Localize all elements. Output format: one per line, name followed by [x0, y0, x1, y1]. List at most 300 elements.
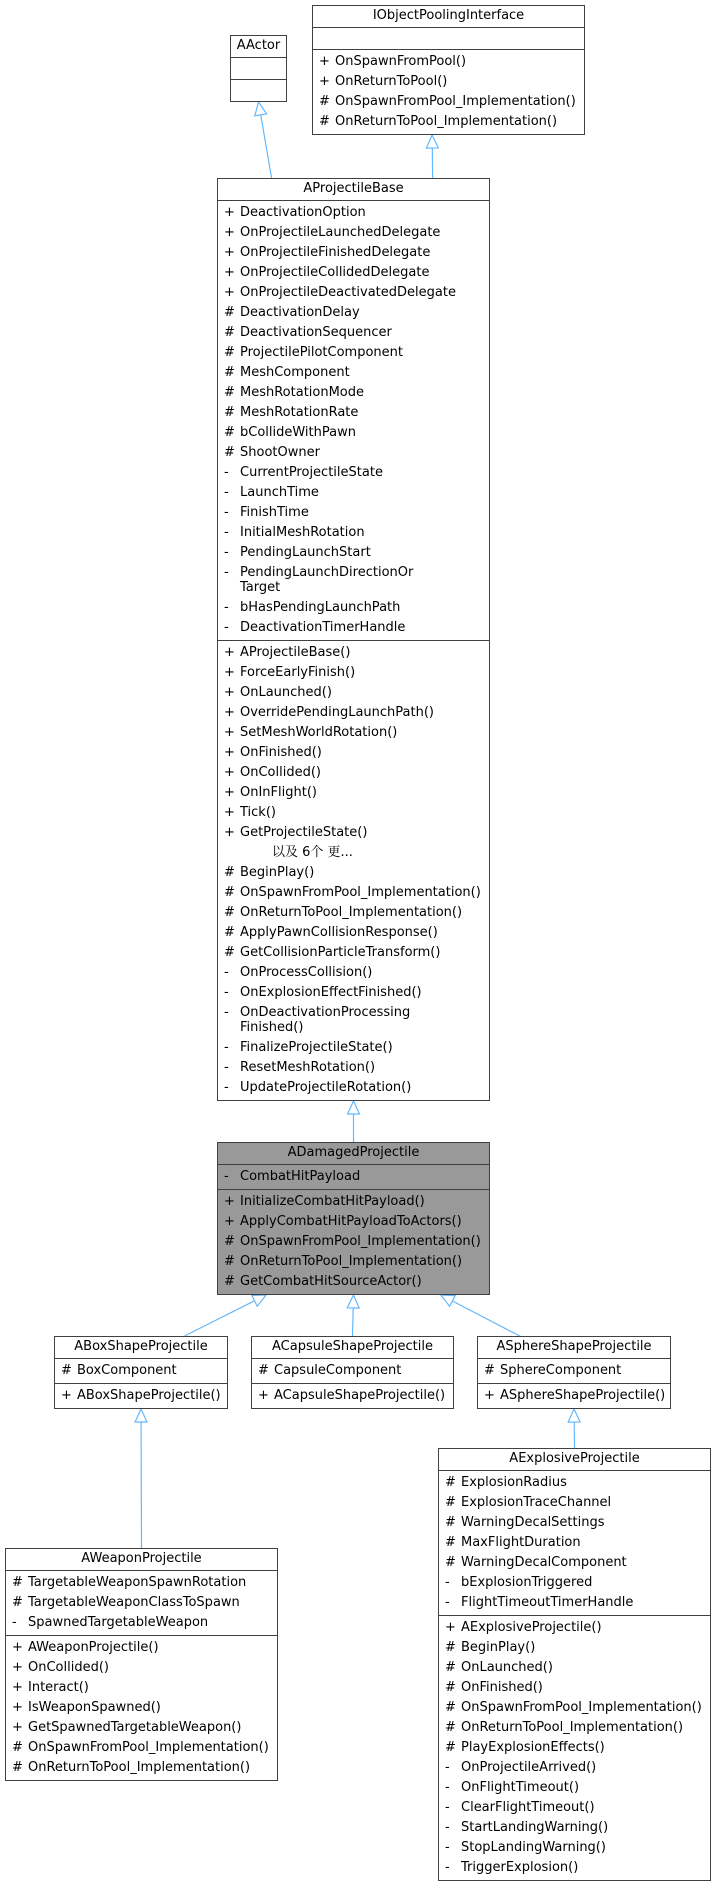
method-name: Interact() — [28, 1680, 89, 1695]
visibility-marker: - — [224, 1038, 236, 1058]
inheritance-edge-aweapon-to-abox — [135, 1409, 147, 1548]
attribute-name: LaunchTime — [240, 485, 319, 500]
attribute-row — [6, 1573, 277, 1593]
visibility-marker: - — [224, 523, 236, 543]
attributes-section — [218, 200, 489, 640]
method-name: ABoxShapeProjectile() — [77, 1388, 221, 1403]
attribute-name: MeshRotationRate — [240, 405, 358, 420]
method-name: OnCollided() — [240, 765, 321, 780]
method-name: IsWeaponSpawned() — [28, 1700, 161, 1715]
method-name: OnFinished() — [240, 745, 322, 760]
methods-section — [6, 1635, 277, 1780]
methods-section — [313, 49, 584, 134]
method-row — [439, 1718, 710, 1738]
edge-line — [353, 1308, 354, 1336]
method-name: ResetMeshRotation() — [240, 1060, 375, 1075]
visibility-marker: # — [224, 1272, 236, 1292]
method-row — [218, 1252, 489, 1272]
method-name: OnSpawnFromPool_Implementation() — [461, 1700, 702, 1715]
attribute-row — [6, 1613, 277, 1633]
attribute-row — [218, 443, 489, 463]
inheritance-edge-abox-to-adamaged — [185, 1295, 267, 1336]
method-row — [218, 843, 489, 863]
visibility-marker: # — [224, 943, 236, 963]
attribute-name: DeactivationOption — [240, 205, 366, 220]
attribute-name: DeactivationDelay — [240, 305, 360, 320]
inheritance-arrowhead — [347, 1295, 359, 1308]
inheritance-arrowhead — [252, 1295, 266, 1306]
visibility-marker: - — [445, 1778, 457, 1798]
attributes-section — [231, 57, 286, 79]
attribute-name: TargetableWeaponClassToSpawn — [28, 1595, 240, 1610]
method-row — [439, 1858, 710, 1878]
attribute-name: OnProjectileLaunchedDelegate — [240, 225, 440, 240]
method-row — [6, 1678, 277, 1698]
visibility-marker: + — [12, 1698, 24, 1718]
visibility-marker: + — [224, 783, 236, 803]
inheritance-arrowhead — [135, 1409, 147, 1422]
method-name: OnFinished() — [461, 1680, 543, 1695]
class-acapsuleshapeprojectile — [251, 1336, 454, 1409]
visibility-marker: - — [224, 543, 236, 563]
attribute-name: ExplosionTraceChannel — [461, 1495, 611, 1510]
method-name: GetCombatHitSourceActor() — [240, 1274, 422, 1289]
method-name: ApplyCombatHitPayloadToActors() — [240, 1214, 462, 1229]
method-row — [6, 1758, 277, 1778]
visibility-marker: + — [12, 1718, 24, 1738]
method-row — [478, 1386, 670, 1406]
method-name: OnDeactivationProcessing Finished() — [240, 1005, 410, 1035]
attribute-name: ExplosionRadius — [461, 1475, 567, 1490]
class-adamagedprojectile — [217, 1142, 490, 1295]
visibility-marker: - — [12, 1613, 24, 1633]
method-name: BeginPlay() — [461, 1640, 535, 1655]
visibility-marker: # — [224, 863, 236, 883]
methods-section — [252, 1383, 453, 1408]
attribute-row — [218, 503, 489, 523]
visibility-marker: - — [224, 503, 236, 523]
method-row — [218, 643, 489, 663]
attributes-section — [439, 1470, 710, 1615]
visibility-marker: + — [61, 1386, 73, 1406]
class-name: IObjectPoolingInterface — [313, 6, 584, 27]
method-row — [6, 1698, 277, 1718]
inheritance-edge-adamaged-to-aprojectilebase — [348, 1101, 360, 1142]
method-name: OnSpawnFromPool_Implementation() — [28, 1740, 269, 1755]
method-name: ForceEarlyFinish() — [240, 665, 355, 680]
method-row — [439, 1618, 710, 1638]
method-row — [439, 1758, 710, 1778]
visibility-marker: # — [319, 112, 331, 132]
method-row — [439, 1698, 710, 1718]
method-row — [6, 1718, 277, 1738]
attribute-name: InitialMeshRotation — [240, 525, 365, 540]
class-name: ABoxShapeProjectile — [55, 1337, 227, 1358]
method-row — [439, 1798, 710, 1818]
attribute-name: CurrentProjectileState — [240, 465, 383, 480]
attribute-row — [439, 1473, 710, 1493]
method-name: StopLandingWarning() — [461, 1840, 606, 1855]
attribute-name: MeshRotationMode — [240, 385, 364, 400]
attribute-row — [6, 1593, 277, 1613]
method-row — [313, 92, 584, 112]
visibility-marker: # — [61, 1361, 73, 1381]
attribute-name: PendingLaunchStart — [240, 545, 371, 560]
visibility-marker: + — [224, 1212, 236, 1232]
method-row — [439, 1678, 710, 1698]
attribute-name: bHasPendingLaunchPath — [240, 600, 400, 615]
attributes-section — [252, 1358, 453, 1383]
method-name: ASphereShapeProjectile() — [500, 1388, 665, 1403]
visibility-marker: + — [12, 1658, 24, 1678]
class-aweaponprojectile — [5, 1548, 278, 1781]
visibility-marker: # — [224, 1252, 236, 1272]
method-row — [218, 763, 489, 783]
visibility-marker: - — [224, 983, 236, 1003]
visibility-marker: + — [224, 743, 236, 763]
attribute-row — [218, 483, 489, 503]
attribute-row — [439, 1533, 710, 1553]
visibility-marker: + — [258, 1386, 270, 1406]
method-row — [439, 1738, 710, 1758]
methods-section — [439, 1615, 710, 1880]
attribute-name: SphereComponent — [500, 1363, 621, 1378]
methods-section — [478, 1383, 670, 1408]
attribute-row — [218, 598, 489, 618]
method-name: AWeaponProjectile() — [28, 1640, 159, 1655]
method-name: Tick() — [240, 805, 276, 820]
inheritance-arrowhead — [348, 1101, 360, 1114]
visibility-marker: - — [224, 1167, 236, 1187]
visibility-marker: - — [445, 1838, 457, 1858]
visibility-marker: # — [224, 303, 236, 323]
inheritance-arrowhead — [568, 1409, 580, 1422]
attribute-name: TargetableWeaponSpawnRotation — [28, 1575, 246, 1590]
visibility-marker: - — [445, 1798, 457, 1818]
method-name: OnSpawnFromPool_Implementation() — [335, 94, 576, 109]
class-name: AProjectileBase — [218, 179, 489, 200]
attribute-name: FlightTimeoutTimerHandle — [461, 1595, 633, 1610]
method-row — [6, 1638, 277, 1658]
visibility-marker: # — [224, 923, 236, 943]
attributes-section — [313, 27, 584, 49]
method-name: OnExplosionEffectFinished() — [240, 985, 422, 1000]
attribute-name: DeactivationSequencer — [240, 325, 392, 340]
method-name: OnReturnToPool_Implementation() — [461, 1720, 683, 1735]
method-row — [439, 1658, 710, 1678]
method-row — [218, 923, 489, 943]
methods-section — [218, 640, 489, 1100]
method-row — [439, 1838, 710, 1858]
method-name: PlayExplosionEffects() — [461, 1740, 605, 1755]
visibility-marker: + — [224, 643, 236, 663]
attribute-row — [218, 283, 489, 303]
visibility-marker: + — [445, 1618, 457, 1638]
attribute-row — [218, 463, 489, 483]
attribute-row — [439, 1593, 710, 1613]
visibility-marker: # — [445, 1658, 457, 1678]
attribute-name: OnProjectileCollidedDelegate — [240, 265, 429, 280]
attribute-row — [218, 363, 489, 383]
attribute-name: WarningDecalSettings — [461, 1515, 605, 1530]
method-name: GetCollisionParticleTransform() — [240, 945, 440, 960]
method-row — [218, 1192, 489, 1212]
visibility-marker: - — [224, 463, 236, 483]
method-row — [218, 803, 489, 823]
method-name: ClearFlightTimeout() — [461, 1800, 595, 1815]
attribute-row — [439, 1493, 710, 1513]
method-name: AExplosiveProjectile() — [461, 1620, 602, 1635]
class-name: ASphereShapeProjectile — [478, 1337, 670, 1358]
visibility-marker: # — [445, 1513, 457, 1533]
attribute-name: ShootOwner — [240, 445, 320, 460]
method-name: FinalizeProjectileState() — [240, 1040, 393, 1055]
method-name: InitializeCombatHitPayload() — [240, 1194, 425, 1209]
method-row — [6, 1658, 277, 1678]
visibility-marker: + — [319, 72, 331, 92]
method-row — [218, 963, 489, 983]
visibility-marker: # — [224, 403, 236, 423]
visibility-marker: # — [224, 1232, 236, 1252]
class-aactor — [230, 35, 287, 102]
inheritance-edge-aprojectilebase-to-ioobjectpooling — [426, 135, 438, 178]
attribute-row — [218, 618, 489, 638]
attribute-name: OnProjectileFinishedDelegate — [240, 245, 430, 260]
attribute-name: MaxFlightDuration — [461, 1535, 581, 1550]
attribute-name: SpawnedTargetableWeapon — [28, 1615, 208, 1630]
method-row — [439, 1818, 710, 1838]
method-name: OnReturnToPool() — [335, 74, 447, 89]
edge-line — [185, 1301, 255, 1336]
method-name: OnProjectileArrived() — [461, 1760, 596, 1775]
attribute-row — [218, 303, 489, 323]
visibility-marker: # — [445, 1638, 457, 1658]
visibility-marker: + — [224, 223, 236, 243]
edge-line — [261, 115, 272, 178]
visibility-marker: # — [224, 383, 236, 403]
method-row — [218, 663, 489, 683]
method-name: BeginPlay() — [240, 865, 314, 880]
visibility-marker: - — [224, 565, 236, 580]
visibility-marker: # — [12, 1573, 24, 1593]
visibility-marker: # — [445, 1678, 457, 1698]
inheritance-edge-aexplosive-to-asphere — [568, 1409, 580, 1448]
method-row — [313, 52, 584, 72]
method-row — [252, 1386, 453, 1406]
method-name: OnReturnToPool_Implementation() — [240, 1254, 462, 1269]
visibility-marker: # — [12, 1593, 24, 1613]
visibility-marker: # — [224, 323, 236, 343]
method-name: OnFlightTimeout() — [461, 1780, 579, 1795]
visibility-marker: + — [224, 263, 236, 283]
visibility-marker: + — [224, 243, 236, 263]
attribute-row — [218, 203, 489, 223]
visibility-marker: # — [258, 1361, 270, 1381]
method-name: OnSpawnFromPool_Implementation() — [240, 885, 481, 900]
attribute-name: FinishTime — [240, 505, 309, 520]
visibility-marker: # — [224, 903, 236, 923]
visibility-marker: + — [224, 823, 236, 843]
attribute-name: CombatHitPayload — [240, 1169, 360, 1184]
attribute-row — [218, 563, 489, 598]
attribute-name: BoxComponent — [77, 1363, 177, 1378]
visibility-marker: + — [319, 52, 331, 72]
visibility-marker: # — [445, 1493, 457, 1513]
method-row — [218, 783, 489, 803]
visibility-marker: - — [224, 1005, 236, 1020]
inheritance-edge-asphere-to-adamaged — [441, 1295, 520, 1336]
class-name: ACapsuleShapeProjectile — [252, 1337, 453, 1358]
visibility-marker: + — [12, 1678, 24, 1698]
method-name: OnInFlight() — [240, 785, 317, 800]
visibility-marker: + — [224, 663, 236, 683]
attribute-name: CapsuleComponent — [274, 1363, 401, 1378]
method-row — [218, 683, 489, 703]
attribute-row — [218, 523, 489, 543]
method-row — [218, 1058, 489, 1078]
method-name: GetProjectileState() — [240, 825, 367, 840]
attribute-name: ProjectilePilotComponent — [240, 345, 403, 360]
method-row — [218, 743, 489, 763]
visibility-marker: - — [445, 1573, 457, 1593]
attribute-name: PendingLaunchDirectionOr Target — [240, 565, 413, 595]
inheritance-edge-acapsule-to-adamaged — [347, 1295, 359, 1336]
method-name: OnReturnToPool_Implementation() — [28, 1760, 250, 1775]
method-name: OnSpawnFromPool() — [335, 54, 466, 69]
attribute-row — [218, 1167, 489, 1187]
class-name: AActor — [231, 36, 286, 57]
visibility-marker: # — [224, 363, 236, 383]
method-row — [218, 703, 489, 723]
attribute-row — [439, 1573, 710, 1593]
method-row — [313, 112, 584, 132]
method-name: ACapsuleShapeProjectile() — [274, 1388, 445, 1403]
visibility-marker: + — [224, 283, 236, 303]
attribute-row — [439, 1553, 710, 1573]
attribute-name: MeshComponent — [240, 365, 350, 380]
visibility-marker: - — [224, 963, 236, 983]
visibility-marker: + — [224, 703, 236, 723]
attributes-section — [6, 1570, 277, 1635]
method-name: OnLaunched() — [240, 685, 332, 700]
methods-section — [218, 1189, 489, 1294]
inheritance-arrowhead — [255, 102, 267, 116]
attribute-row — [55, 1361, 227, 1381]
visibility-marker: + — [224, 683, 236, 703]
class-aexplosiveprojectile — [438, 1448, 711, 1881]
attribute-name: bCollideWithPawn — [240, 425, 356, 440]
visibility-marker: # — [224, 423, 236, 443]
method-row — [6, 1738, 277, 1758]
visibility-marker: - — [224, 618, 236, 638]
class-aboxshapeprojectile — [54, 1336, 228, 1409]
attribute-row — [218, 343, 489, 363]
attribute-row — [218, 383, 489, 403]
visibility-marker: # — [445, 1718, 457, 1738]
method-name: OnProcessCollision() — [240, 965, 372, 980]
inheritance-arrowhead — [426, 135, 438, 148]
visibility-marker: # — [12, 1758, 24, 1778]
attribute-name: OnProjectileDeactivatedDelegate — [240, 285, 456, 300]
visibility-marker: - — [224, 1058, 236, 1078]
attribute-name: bExplosionTriggered — [461, 1575, 592, 1590]
method-name: 以及 6个 更... — [272, 845, 353, 860]
visibility-marker: # — [445, 1698, 457, 1718]
method-name: OnSpawnFromPool_Implementation() — [240, 1234, 481, 1249]
attribute-row — [478, 1361, 670, 1381]
visibility-marker: - — [445, 1593, 457, 1613]
visibility-marker: # — [445, 1533, 457, 1553]
visibility-marker: # — [445, 1738, 457, 1758]
visibility-marker: + — [224, 1192, 236, 1212]
method-row — [218, 903, 489, 923]
method-row — [218, 1038, 489, 1058]
visibility-marker: - — [224, 483, 236, 503]
class-name: AWeaponProjectile — [6, 1549, 277, 1570]
method-row — [218, 1003, 489, 1038]
attributes-section — [478, 1358, 670, 1383]
class-iobjectpoolinginterface — [312, 5, 585, 135]
visibility-marker: # — [445, 1473, 457, 1493]
visibility-marker: # — [484, 1361, 496, 1381]
method-row — [313, 72, 584, 92]
visibility-marker: - — [224, 598, 236, 618]
visibility-marker: # — [445, 1553, 457, 1573]
method-row — [218, 1272, 489, 1292]
method-name: OnLaunched() — [461, 1660, 553, 1675]
method-row — [439, 1778, 710, 1798]
visibility-marker: + — [484, 1386, 496, 1406]
visibility-marker: # — [224, 883, 236, 903]
method-row — [439, 1638, 710, 1658]
method-row — [218, 883, 489, 903]
method-row — [218, 983, 489, 1003]
method-row — [218, 1212, 489, 1232]
visibility-marker: # — [224, 343, 236, 363]
visibility-marker: # — [319, 92, 331, 112]
method-row — [218, 863, 489, 883]
method-row — [218, 1232, 489, 1252]
visibility-marker: - — [224, 1078, 236, 1098]
method-name: ApplyPawnCollisionResponse() — [240, 925, 438, 940]
attribute-name: WarningDecalComponent — [461, 1555, 627, 1570]
class-name: AExplosiveProjectile — [439, 1449, 710, 1470]
attribute-row — [439, 1513, 710, 1533]
inheritance-edge-aprojectilebase-to-aactor — [255, 102, 272, 178]
method-name: AProjectileBase() — [240, 645, 350, 660]
visibility-marker: - — [445, 1758, 457, 1778]
attribute-row — [218, 403, 489, 423]
method-name: OnCollided() — [28, 1660, 109, 1675]
attributes-section — [55, 1358, 227, 1383]
visibility-marker: + — [224, 763, 236, 783]
visibility-marker: - — [445, 1818, 457, 1838]
attribute-row — [218, 263, 489, 283]
method-name: OnReturnToPool_Implementation() — [240, 905, 462, 920]
visibility-marker: + — [224, 203, 236, 223]
visibility-marker: - — [445, 1858, 457, 1878]
attribute-name: DeactivationTimerHandle — [240, 620, 405, 635]
visibility-marker: # — [12, 1738, 24, 1758]
attribute-row — [218, 323, 489, 343]
visibility-marker: + — [12, 1638, 24, 1658]
attribute-row — [218, 223, 489, 243]
attribute-row — [218, 543, 489, 563]
method-name: StartLandingWarning() — [461, 1820, 608, 1835]
attribute-row — [252, 1361, 453, 1381]
method-name: OverridePendingLaunchPath() — [240, 705, 434, 720]
methods-section — [231, 79, 286, 101]
